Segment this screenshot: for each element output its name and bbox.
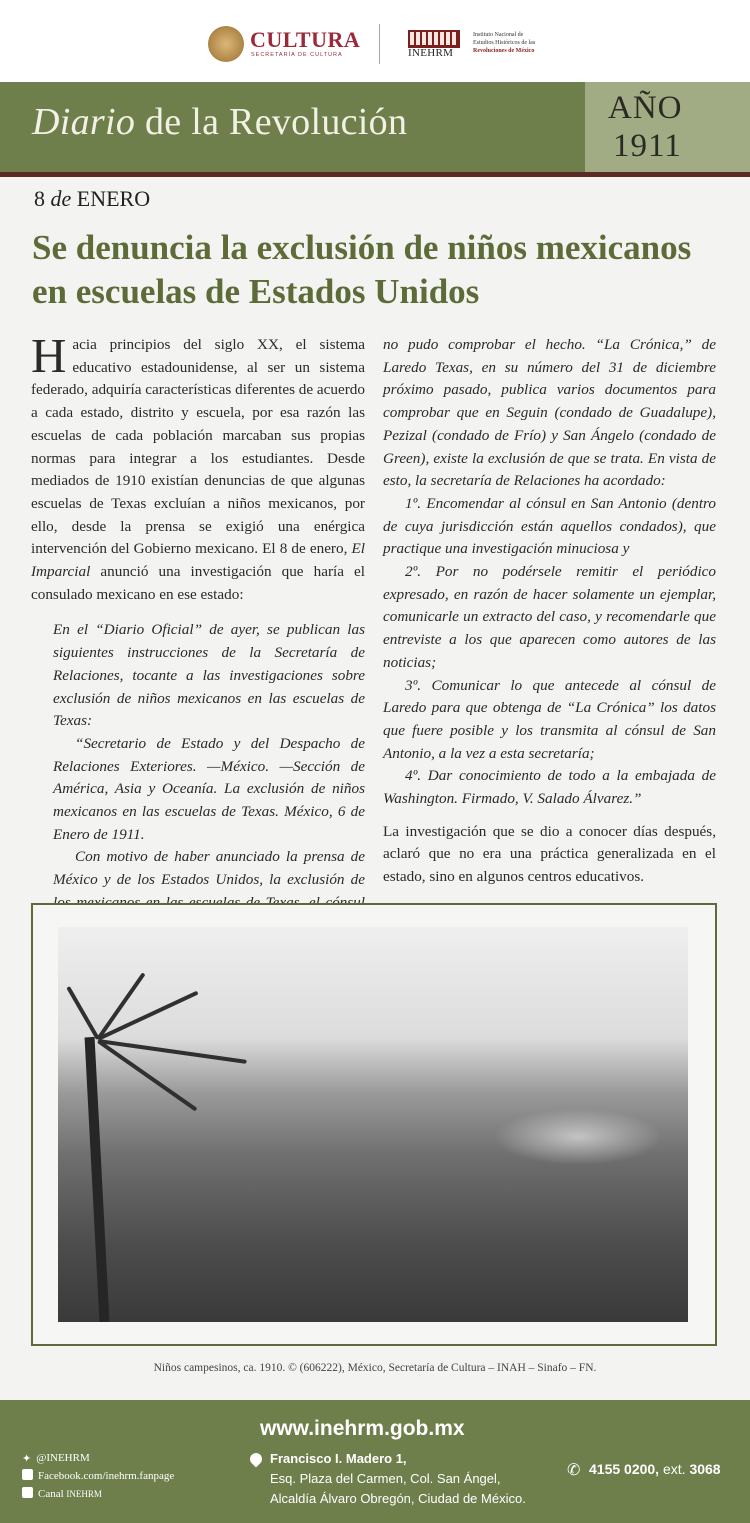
header-logos: [0, 0, 750, 82]
logo-divider: [379, 24, 380, 64]
article-column-right: [383, 334, 716, 889]
inehrm-name-line3: Revoluciones de México: [473, 48, 535, 54]
phone-number: [589, 1461, 721, 1477]
band-divider: [0, 172, 750, 177]
address-line-3: Alcaldía Álvaro Obregón, Ciudad de México.: [270, 1491, 526, 1506]
newspaper-name: El Imparcial: [31, 540, 365, 581]
phone-ext-label: ext.: [662, 1461, 686, 1477]
quote-paragraph-2: “Secretario de Estado y del Despacho de Relaciones Exteriores. —México. —Sección de América, Asia y Oceanía. La exclusión de niños mexicanos en las escuelas de Texas. México, 6 de Enero de 1911.: [53, 734, 365, 843]
palm-leaf-shape: [66, 986, 99, 1040]
quote-paragraph-1: En el “Diario Oficial” de ayer, se publican las siguientes instrucciones de la Secretaría de Relaciones, tocante a las investigaciones sobre exclusión de niños mexicanos en las escuelas de Texas:: [53, 621, 365, 730]
photo-caption: Niños campesinos, ca. 1910. © (606222), México, Secretaría de Cultura – INAH – Sinafo – FN.: [153, 1362, 597, 1374]
entry-date: [34, 186, 150, 212]
address: [270, 1449, 526, 1509]
closing-paragraph: La investigación que se dio a conocer días después, aclaró que no era una práctica generalizada en el estado, sino en algunos centros educativos.: [383, 822, 716, 886]
series-title-rest: de la Revolución: [144, 101, 408, 143]
website-link[interactable]: www.inehrm.gob.mx: [260, 1417, 465, 1440]
date-de: de: [50, 186, 72, 211]
inehrm-building-icon: [408, 30, 460, 48]
quote-paragraph-3: Con motivo de haber anunciado la prensa de México y de los Estados Unidos, la exclusión de: [53, 848, 365, 889]
cultura-logo-text: CULTURA: [250, 27, 361, 52]
cultura-seal-icon: [208, 26, 244, 62]
inehrm-full-name: [473, 31, 553, 55]
twitter-icon: ✦: [22, 1453, 32, 1465]
article-column-left: [31, 328, 365, 983]
series-title: [32, 100, 407, 144]
address-line-1: Francisco I. Madero 1,: [270, 1451, 407, 1466]
date-month: ENERO: [76, 186, 151, 211]
year-value: 1911: [613, 128, 682, 164]
youtube-link[interactable]: [22, 1487, 102, 1500]
quote-paragraph-8: 4º. Dar conocimiento de todo a la embajada de Washington. Firmado, V. Salado Álvarez.”: [383, 767, 716, 808]
phone-extension: 3068: [689, 1461, 721, 1477]
youtube-channel: INEHRM: [66, 1489, 102, 1499]
facebook-link[interactable]: [22, 1469, 174, 1482]
twitter-link[interactable]: [22, 1452, 90, 1465]
intro-text-b: anunció una investigación que haría el consulado mexicano en ese estado:: [31, 563, 365, 603]
facebook-url: Facebook.com/inehrm.fanpage: [38, 1470, 175, 1482]
palm-tree-shape: [85, 1037, 110, 1322]
headline: Se denuncia la exclusión de niños mexicanos en escuelas de Estados Unidos: [32, 228, 692, 311]
intro-paragraph: [31, 328, 365, 606]
dropcap: H: [31, 328, 67, 383]
historic-photo: [58, 927, 688, 1322]
quote-paragraph-4: no pudo comprobar el hecho. “La Crónica,” de Laredo Texas, en su número del 31 de diciembre próximo pasado, publica varios documentos para comprobar que en Seguin (condado de Guadalupe), Pezizal (condado de Frío) y San Ángelo (condado de Green), existe la exclusión de que se trata. En vista de esto, la secretaría de Relaciones ha acordado:: [383, 336, 716, 490]
series-title-italic: Diario: [32, 101, 136, 143]
facebook-icon: [22, 1469, 33, 1480]
palm-leaf-shape: [98, 1039, 247, 1064]
twitter-handle: @INEHRM: [36, 1452, 90, 1464]
year-label: AÑO: [608, 90, 683, 126]
quote-paragraph-7: 3º. Comunicar lo que antecede al cónsul de Laredo para que obtenga de “La Crónica” los datos que fuere posible y los transmita al cónsul de San Antonio, a la vez a esta secretaría;: [383, 676, 716, 762]
quote-paragraph-6: 2º. Por no podérsele remitir el periódico expresado, en razón de hacer solamente un ejemplar, comunicarle un extracto del caso, y recomendarle que entreviste a los que aparecen como autores de las noticias;: [383, 563, 716, 671]
date-day: 8: [34, 186, 45, 211]
quote-paragraph-5: 1º. Encomendar al cónsul en San Antonio (dentro de cuya jurisdicción están aquellos condados), que practique una investigación minuciosa y: [383, 494, 716, 558]
youtube-icon: [22, 1487, 33, 1498]
youtube-prefix: Canal: [38, 1488, 64, 1500]
intro-text-a: acia principios del siglo XX, el sistema educativo estadounidense, al ser un sistema federado, adquiría características diferentes de acuerdo a cada estado, distrito y escuela, por esa razón las escuelas de cada población marcaban sus propias normas para integrar a los estudiantes. Desde mediados de 1910 existían denuncias de que algunas escuelas de Texas excluían a niños mexicanos, por ello, desde la prensa se exigió una enérgica intervención del Gobierno mexicano. El 8 de enero,: [31, 336, 365, 558]
quoted-instructions-continued: [383, 334, 716, 811]
address-line-2: Esq. Plaza del Carmen, Col. San Ángel,: [270, 1471, 501, 1486]
inehrm-name-line2: Estudios Históricos de las: [473, 40, 536, 46]
phone-icon: ✆: [567, 1462, 581, 1479]
phone-main: 4155 0200,: [589, 1461, 660, 1477]
cultura-logo-subtitle: SECRETARÍA DE CULTURA: [251, 52, 343, 58]
inehrm-acronym: INEHRM: [408, 47, 454, 59]
inehrm-name-line1: Instituto Nacional de: [473, 32, 524, 38]
